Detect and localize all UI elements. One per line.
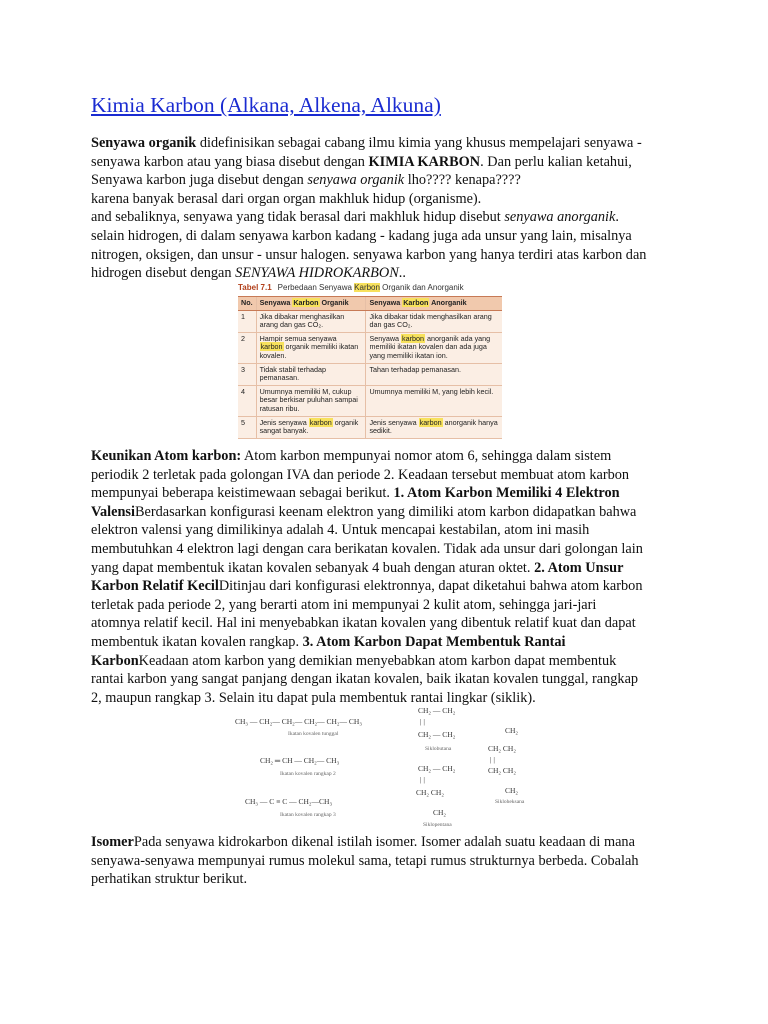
heading-keunikan: Keunikan Atom karbon: bbox=[91, 448, 242, 464]
comparison-table-figure bbox=[238, 282, 502, 439]
cell-anorganik: Umumnya memiliki M, yang lebih kecil. bbox=[366, 385, 502, 416]
cell-anorganik: Jika dibakar tidak menghasilkan arang dan gas CO₂. bbox=[366, 310, 502, 332]
label-single-bond: Ikatan kovalen tunggal bbox=[288, 731, 339, 737]
intro-line-3: Senyawa karbon juga disebut dengan bbox=[91, 172, 308, 189]
header-anorganik bbox=[366, 297, 502, 311]
cell-anorganik: Tahan terhadap pemanasan. bbox=[366, 363, 502, 385]
row-number: 4 bbox=[238, 385, 256, 416]
cell-highlight: karbon bbox=[309, 417, 332, 427]
cyclohexane-row-3: CH₂ CH₂ bbox=[488, 766, 516, 775]
cell-text: Jenis senyawa bbox=[259, 417, 309, 427]
table-row bbox=[238, 363, 502, 385]
table-caption bbox=[238, 282, 502, 293]
page-title-link[interactable]: Kimia Karbon (Alkana, Alkena, Alkuna) bbox=[91, 93, 441, 117]
table-row bbox=[238, 332, 502, 363]
table-header-row bbox=[238, 297, 502, 311]
keunikan-atom-karbon-section bbox=[91, 447, 681, 707]
term-senyawa-anorganik: senyawa anorganik bbox=[504, 209, 616, 226]
cell-highlight: karbon bbox=[419, 417, 442, 427]
intro-line-6: selain hidrogen, di dalam senyawa karbon kadang - kadang juga ada unsur yang lain, misalnya bbox=[91, 227, 632, 244]
sec2-line-3: mempunyai beberapa keistimewaan sebagai berikut. bbox=[91, 485, 394, 502]
table-number: Tabel 7.1 bbox=[238, 283, 272, 292]
point-3-heading-end: Karbon bbox=[91, 652, 139, 669]
article bbox=[91, 88, 681, 283]
cell-organik: Tidak stabil terhadap pemanasan. bbox=[256, 363, 366, 385]
label-cyclobutane: Siklobutana bbox=[425, 746, 452, 752]
cyclobutane-bottom: CH₂ — CH₂ bbox=[418, 730, 456, 739]
formula-double-bond: CH₂ ═ CH — CH₂— CH₃ bbox=[260, 756, 340, 765]
term-kimia-karbon: KIMIA KARBON bbox=[368, 153, 481, 170]
cell-highlight: karbon bbox=[402, 333, 425, 343]
sec2-line-2: periodik 2 terletak pada golongan IVA dan periode 2. Keadaan tersebut membuat atom karbon bbox=[91, 466, 630, 483]
cell-text: organik sangat banyak. bbox=[259, 417, 359, 436]
sec3-line-2: senyawa-senyawa mempunyai rumus molekul sama, tetapi rumus strukturnya berbeda. Cobalah bbox=[91, 852, 639, 869]
cyclobutane-top: CH₂ — CH₂ bbox=[418, 706, 456, 715]
sec2-line-10: atomnya relatif kecil. Hal ini menyebabkan ikatan kovalen yang dibentuk relatif kuat dan dapat bbox=[91, 615, 636, 632]
table-row bbox=[238, 385, 502, 416]
cell-text: anorganik ada yang memiliki ikatan kovalen dan ada juga yang memiliki ikatan ion. bbox=[369, 333, 491, 360]
heading-isomer: Isomer bbox=[91, 834, 134, 850]
intro-paragraph bbox=[91, 134, 681, 283]
cell-organik: Umumnya memiliki M, cukup besar berkisar puluhan sampai ratusan ribu. bbox=[256, 385, 366, 416]
intro-line-2: senyawa karbon atau yang biasa disebut dengan bbox=[91, 153, 369, 170]
cell-text: anorganik hanya sedikit. bbox=[369, 417, 498, 436]
label-triple-bond: Ikatan kovalen rangkap 3 bbox=[280, 812, 336, 818]
header-organik-hl: Karbon bbox=[293, 298, 319, 307]
sec2-line-13: rantai karbon yang sangat panjang dengan ikatan kovalen, baik ikatan kovalen tunggal, rangkap bbox=[91, 671, 639, 688]
sec2-line-8: Ditinjau dari konfigurasi elektronnya, dapat diketahui bahwa atom karbon bbox=[218, 578, 643, 595]
term-senyawa-organik: Senyawa organik bbox=[91, 135, 197, 151]
caption-text-a: Perbedaan Senyawa bbox=[277, 283, 355, 292]
header-anorganik-a: Senyawa bbox=[369, 298, 403, 307]
table-row bbox=[238, 416, 502, 438]
intro-line-5: and sebaliknya, senyawa yang tidak berasal dari makhluk hidup disebut bbox=[91, 209, 505, 226]
header-organik bbox=[256, 297, 366, 311]
cyclopentane-bottom: CH₂ bbox=[433, 808, 447, 817]
sec2-line-4: Berdasarkan konfigurasi keenam elektron yang dimiliki atom karbon didapatkan bahwa bbox=[134, 503, 637, 520]
cyclopentane-middle: CH₂ CH₂ bbox=[416, 788, 444, 797]
sec2-line-5: elektron valensi yang dimilikinya adalah 4. Untuk mencapai kestabilan, atom ini masih bbox=[91, 522, 590, 539]
header-organik-b: Organik bbox=[319, 298, 349, 307]
point-3-heading: 3. Atom Karbon Dapat Membentuk Rantai bbox=[302, 633, 566, 650]
cell-anorganik bbox=[366, 332, 502, 363]
row-number: 2 bbox=[238, 332, 256, 363]
intro-line-7: nitrogen, oksigen, dan unsur - unsur halogen. senyawa karbon yang hanya terdiri atas karbon dan bbox=[91, 246, 647, 263]
cell-text: organik memiliki ikatan kovalen. bbox=[259, 342, 359, 360]
label-double-bond: Ikatan kovalen rangkap 2 bbox=[280, 771, 336, 777]
cyclopentane-top: CH₂ — CH₂ bbox=[418, 764, 456, 773]
sec2-line-6: membutuhkan 4 elektron lagi dengan cara berikatan kovalen. Tidak ada unsur dari golongan lain bbox=[91, 540, 643, 557]
cyclohexane-bottom: CH₂ bbox=[505, 786, 519, 795]
header-organik-a: Senyawa bbox=[259, 298, 293, 307]
intro-line-3-rest: lho???? kenapa???? bbox=[404, 172, 521, 189]
sec2-line-14: 2, maupun rangkap 3. Selain itu dapat pula membentuk rantai lingkar (siklik). bbox=[91, 689, 536, 706]
cyclohexane-bonds: | | bbox=[490, 755, 495, 764]
row-number: 5 bbox=[238, 416, 256, 438]
point-1-heading-end: Valensi bbox=[91, 503, 135, 520]
intro-line-8: hidrogen disebut dengan bbox=[91, 265, 236, 282]
cyclohexane-top: CH₂ bbox=[505, 726, 519, 735]
intro-line-5-rest: . bbox=[615, 209, 619, 226]
sec2-line-9: terletak pada periode 2, yang berarti atom ini mempunyai 2 kulit atom, sehingga jari-jari bbox=[91, 596, 597, 613]
comparison-table bbox=[238, 296, 502, 439]
cyclobutane-bonds: | | bbox=[420, 717, 425, 726]
formula-triple-bond: CH₃ — C ≡ C — CH₂—CH₃ bbox=[245, 797, 333, 806]
cell-text: Senyawa bbox=[369, 333, 402, 343]
caption-text-b: Organik dan Anorganik bbox=[379, 283, 464, 292]
intro-line-2-rest: . Dan perlu kalian ketahui, bbox=[480, 153, 632, 170]
cell-text: Jenis senyawa bbox=[369, 417, 419, 427]
header-no: No. bbox=[238, 297, 256, 311]
point-1-heading: 1. Atom Karbon Memiliki 4 Elektron bbox=[393, 485, 620, 502]
term-senyawa-organik-italic: senyawa organik bbox=[307, 172, 405, 189]
header-anorganik-hl: Karbon bbox=[403, 298, 429, 307]
sec2-line-11: membentuk ikatan kovalen rangkap. bbox=[91, 633, 303, 650]
table-row bbox=[238, 310, 502, 332]
header-anorganik-b: Anorganik bbox=[429, 298, 467, 307]
cell-organik bbox=[256, 332, 366, 363]
intro-line-4: karena banyak berasal dari organ organ makhluk hidup (organisme). bbox=[91, 190, 482, 207]
term-senyawa-hidrokarbon: SENYAWA HIDROKARBON bbox=[235, 265, 399, 282]
row-number: 3 bbox=[238, 363, 256, 385]
caption-highlight: Karbon bbox=[354, 283, 380, 292]
cyclopentane-bonds: | | bbox=[420, 775, 425, 784]
sec2-line-7: yang dapat membentuk ikatan kovalen sebanyak 4 buah dengan aturan oktet. bbox=[91, 559, 535, 576]
point-2-heading: 2. Atom Unsur bbox=[534, 559, 624, 576]
sec2-line-12: Keadaan atom karbon yang demikian menyebabkan atom karbon dapat membentuk bbox=[138, 652, 617, 669]
point-2-heading-end: Karbon Relatif Kecil bbox=[91, 578, 219, 595]
cell-highlight: karbon bbox=[260, 342, 283, 352]
cell-anorganik bbox=[366, 416, 502, 438]
row-number: 1 bbox=[238, 310, 256, 332]
intro-line-1: didefinisikan sebagai cabang ilmu kimia yang khusus mempelajari senyawa - bbox=[196, 135, 642, 151]
carbon-chain-figure bbox=[230, 700, 570, 830]
cell-organik bbox=[256, 416, 366, 438]
cell-text: Hampir semua senyawa bbox=[259, 333, 337, 343]
isomer-section bbox=[91, 833, 681, 889]
intro-line-8-rest: .. bbox=[398, 265, 406, 282]
sec3-line-1: Pada senyawa kidrokarbon dikenal istilah isomer. Isomer adalah suatu keadaan di mana bbox=[133, 834, 635, 850]
cell-organik: Jika dibakar menghasilkan arang dan gas CO₂. bbox=[256, 310, 366, 332]
sec3-line-3: perhatikan struktur berikut. bbox=[91, 871, 248, 888]
label-cyclohexane: Sikloheksana bbox=[495, 799, 525, 805]
sec2-line-1: Atom karbon mempunyai nomor atom 6, sehingga dalam sistem bbox=[241, 448, 612, 464]
formula-single-bond: CH₃ — CH₂— CH₂— CH₂— CH₂— CH₃ bbox=[235, 717, 362, 726]
cyclohexane-row-2: CH₂ CH₂ bbox=[488, 744, 516, 753]
label-cyclopentane: Siklopentana bbox=[423, 822, 452, 828]
